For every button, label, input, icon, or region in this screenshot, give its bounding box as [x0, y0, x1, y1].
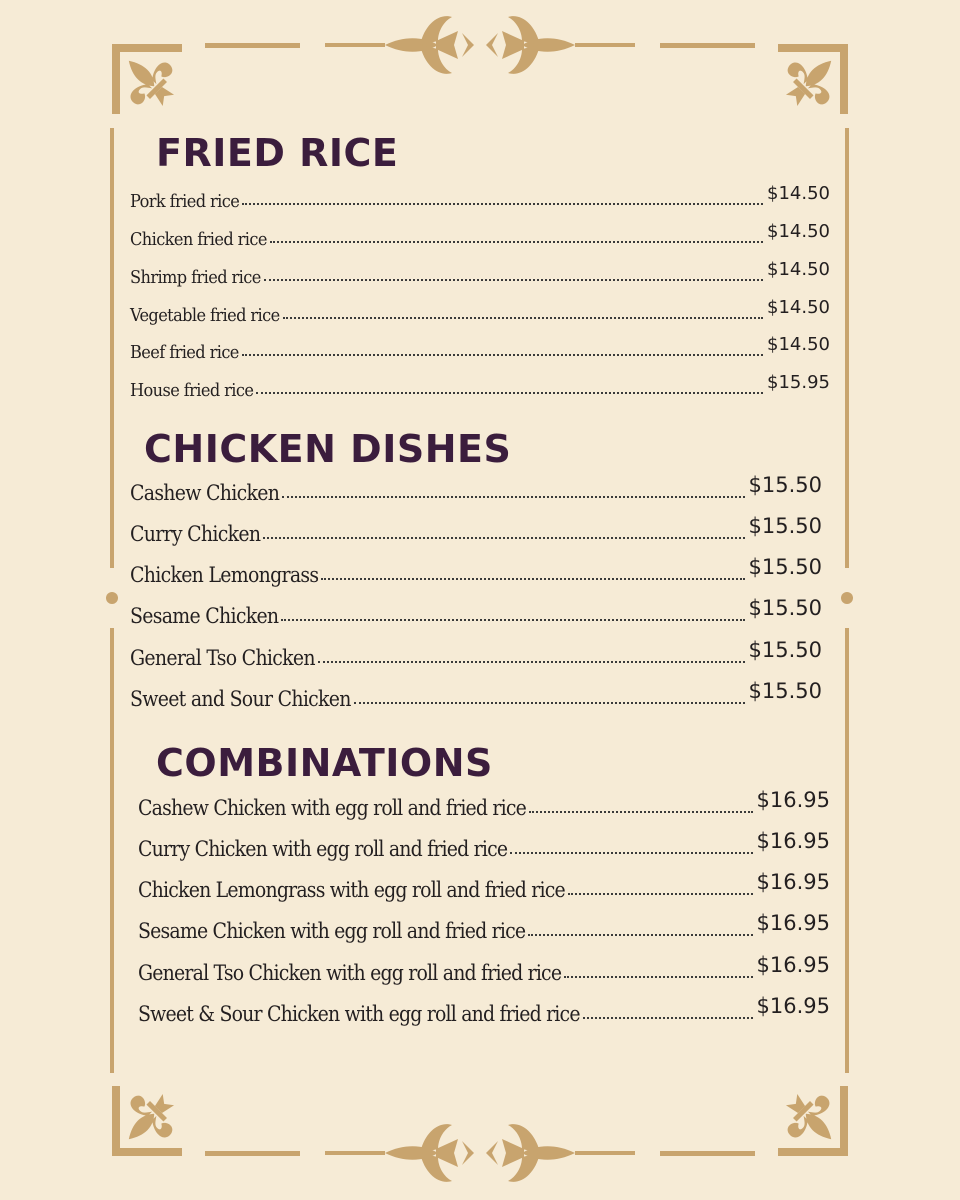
- item-price: $16.95: [756, 952, 830, 977]
- corner-bottom-left: [110, 1081, 187, 1158]
- menu-item: [130, 178, 830, 212]
- item-name: Sesame Chicken with egg roll and fried rice: [138, 918, 526, 943]
- item-name: Curry Chicken: [130, 521, 261, 546]
- item-price: $15.50: [748, 595, 822, 620]
- menu-item: [130, 216, 830, 250]
- section-title-fried-rice: FRIED RICE: [156, 131, 399, 175]
- item-price: $15.50: [748, 472, 822, 497]
- item-price: $14.50: [767, 259, 830, 281]
- corner-top-left: [110, 42, 187, 119]
- item-name: Shrimp fried rice: [130, 267, 261, 289]
- item-price: $16.95: [756, 910, 830, 935]
- item-name: Sesame Chicken: [130, 603, 279, 628]
- menu-item: [138, 992, 830, 1026]
- dot-leader: [510, 852, 752, 854]
- item-name: Vegetable fried rice: [130, 305, 280, 327]
- left-rail-bottom: [110, 628, 114, 1073]
- menu-item: [138, 827, 830, 861]
- left-rail-top: [110, 128, 114, 568]
- menu-item: [130, 512, 822, 546]
- item-name: House fried rice: [130, 380, 254, 402]
- bottom-flourish: [325, 1124, 635, 1182]
- right-rail-dot: [841, 592, 853, 604]
- dot-leader: [321, 578, 744, 580]
- item-price: $16.95: [756, 869, 830, 894]
- dot-leader: [564, 976, 752, 978]
- top-rule-left: [205, 43, 300, 48]
- right-rail-bottom: [845, 628, 849, 1073]
- right-rail-top: [845, 128, 849, 568]
- item-price: $15.50: [748, 513, 822, 538]
- item-price: $15.95: [767, 372, 830, 394]
- item-price: $16.95: [756, 787, 830, 812]
- item-name: Cashew Chicken: [130, 480, 280, 505]
- menu-item: [130, 254, 830, 288]
- dot-leader: [242, 354, 763, 356]
- dot-leader: [283, 317, 763, 319]
- section-title-chicken-dishes: CHICKEN DISHES: [144, 427, 512, 471]
- section-title-combinations: COMBINATIONS: [156, 741, 493, 785]
- menu-item: [130, 553, 822, 587]
- menu-item: [130, 292, 830, 326]
- menu-item: [138, 786, 830, 820]
- item-name: Chicken Lemongrass with egg roll and fried rice: [138, 877, 565, 902]
- dot-leader: [281, 619, 744, 621]
- menu-item: [130, 367, 830, 401]
- item-name: General Tso Chicken: [130, 645, 315, 670]
- dot-leader: [256, 392, 763, 394]
- dot-leader: [242, 203, 763, 205]
- dot-leader: [568, 893, 753, 895]
- item-name: General Tso Chicken with egg roll and fried rice: [138, 960, 562, 985]
- bottom-rule-right: [660, 1151, 755, 1156]
- dot-leader: [354, 702, 745, 704]
- item-price: $15.50: [748, 637, 822, 662]
- item-name: Sweet & Sour Chicken with egg roll and fried rice: [138, 1001, 580, 1026]
- menu-item: [130, 594, 822, 628]
- item-price: $14.50: [767, 183, 830, 205]
- item-name: Beef fried rice: [130, 342, 239, 364]
- menu-item: [130, 636, 822, 670]
- menu-item: [138, 951, 830, 985]
- item-price: $14.50: [767, 297, 830, 319]
- menu-item: [130, 329, 830, 363]
- item-name: Chicken Lemongrass: [130, 562, 319, 587]
- top-flourish: [325, 16, 635, 74]
- corner-bottom-right: [773, 1081, 850, 1158]
- item-name: Cashew Chicken with egg roll and fried rice: [138, 795, 527, 820]
- dot-leader: [270, 241, 763, 243]
- item-price: $14.50: [767, 334, 830, 356]
- item-price: $14.50: [767, 221, 830, 243]
- item-name: Curry Chicken with egg roll and fried rice: [138, 836, 508, 861]
- dot-leader: [264, 279, 763, 281]
- top-rule-right: [660, 43, 755, 48]
- dot-leader: [528, 934, 752, 936]
- item-name: Chicken fried rice: [130, 229, 267, 251]
- dot-leader: [282, 496, 744, 498]
- dot-leader: [318, 661, 745, 663]
- menu-item: [138, 909, 830, 943]
- item-price: $15.50: [748, 678, 822, 703]
- corner-top-right: [773, 42, 850, 119]
- dot-leader: [529, 811, 752, 813]
- item-name: Sweet and Sour Chicken: [130, 686, 351, 711]
- item-name: Pork fried rice: [130, 191, 240, 213]
- left-rail-dot: [106, 592, 118, 604]
- bottom-rule-left: [205, 1151, 300, 1156]
- menu-item: [130, 677, 822, 711]
- menu-item: [138, 868, 830, 902]
- menu-item: [130, 471, 822, 505]
- dot-leader: [263, 537, 744, 539]
- item-price: $15.50: [748, 554, 822, 579]
- dot-leader: [583, 1017, 753, 1019]
- item-price: $16.95: [756, 828, 830, 853]
- item-price: $16.95: [756, 993, 830, 1018]
